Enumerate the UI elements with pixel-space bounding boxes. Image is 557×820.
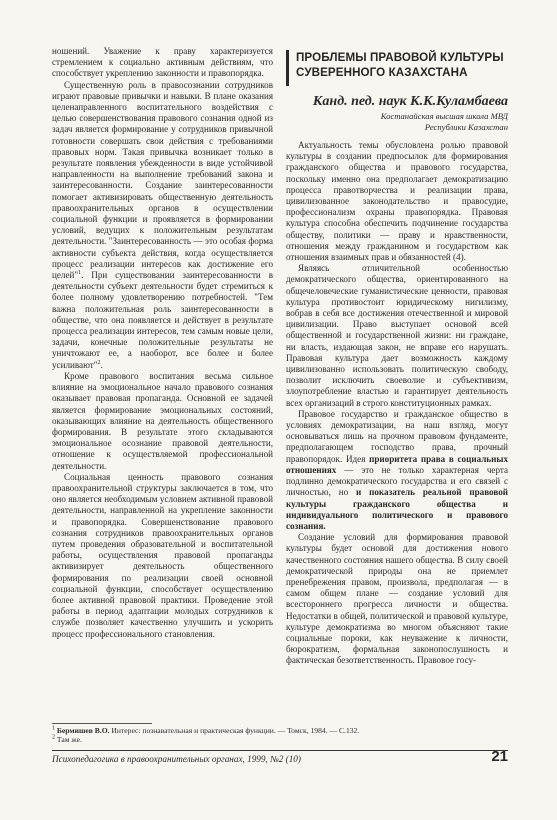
- footnotes: [52, 726, 508, 745]
- footnote-2-text: Там же.: [56, 735, 82, 745]
- journal-footer: Психопедагогика в правоохранительных органах, 1999, №2 (10): [52, 754, 301, 764]
- title-rule: [286, 50, 289, 86]
- right-paragraph-3-text: Правовое государство и гражданское общество в условиях демократизации, на наш взгляд, могут основываться лишь на прочном правовом фундаменте, предполагающем господство права, прочный правопорядок. Идея: [286, 408, 508, 464]
- left-paragraph-3: Кроме правового воспитания весьма сильное влияние на эмоциональное начало правового сознания оказывает правовая пропаганда. Основной ее задачей является формирование эмоциональных состояний, оказывающих влияние на деятельность общественного формирования. В результате этого складываются эмоциональное осознание правовой деятельности, отношение к осуществляемой профессиональной деятельности.: [52, 370, 273, 471]
- footnote-2: [52, 735, 508, 744]
- author-affiliation: [294, 111, 508, 132]
- left-column: [52, 46, 273, 722]
- article-title: ПРОБЛЕМЫ ПРАВОВОЙ КУЛЬТУРЫ СУВЕРЕННОГО КАЗАХСТАНА: [296, 51, 504, 79]
- footnote-1-author: Бермишев В.О.: [56, 726, 110, 735]
- left-paragraph-2: [52, 80, 273, 371]
- right-paragraph-1: Актуальность темы обусловлена ролью правовой культуры в создании предпосылок для формирования гражданского общества и правового государства, поскольку именно она предполагает демократизацию процесса правотворчества и реализации права, цивилизованное законодательство и правосудие, профессионализм охраны правопорядка. Правовая культура способна обеспечить подчинение государства обществу, политики — праву и нравственности, отношения между гражданином и государством как отношения взаимных прав и обязанностей (4).: [286, 140, 508, 263]
- left-paragraph-2-text-cont: . При существовании заинтересованности в деятельности субъект деятельности будет стремиться к более полному удовлетворению потребностей. "Тем важна положительная роль заинтересованности в обществе, что она появляется и действует в результате процесса реализации интересов, тем самым новые цели, задачи, конечные положительные результаты не уничтожают ее, а наоборот, все более и более усиливают": [52, 270, 273, 370]
- footnote-1-mark: 1: [52, 725, 55, 732]
- emphasis-priority-of-law: приоритета права в социальных отношениях: [286, 453, 508, 475]
- affiliation-line-1: Костанайская высшая школа МВД: [380, 111, 508, 121]
- footnote-ref-2: 2: [97, 359, 101, 366]
- left-paragraph-4: Социальная ценность правового сознания правоохранительной структуры заключается в том, что оно является необходимым условием активной правовой деятельности, направленной на укрепление законности и правопорядка. Совершенствование правового сознания сотрудников правоохранительных органов путем проведения образовательной и воспитательной работы, осуществления правовой пропаганды активизирует деятельность общественного формирования по реализации своей основной социальной функции, способствует осуществлению более активной правовой практики. Проведение этой работы в период адаптации молодых сотрудников к службе позволяет качественно улучшить и ускорить процесс профессионального становления.: [52, 471, 273, 639]
- left-paragraph-2-end: .: [100, 359, 103, 370]
- right-paragraph-3: [286, 409, 508, 532]
- article-title-block: [286, 50, 508, 80]
- footnote-2-mark: 2: [52, 734, 55, 741]
- footnote-separator: [52, 723, 152, 724]
- right-paragraph-3-mid: — это не только характерная черта подлинно демократического государства и его связей с личностью, но: [286, 464, 508, 498]
- emphasis-legal-culture: и показатель реальной правовой культуры гражданского общества и индивидуального политического и правового сознания.: [286, 487, 508, 531]
- right-paragraph-2: Являясь отличительной особенностью демократического общества, ориентированного на общечеловеческие гуманистические ценности, правовая культура противостоит юридическому нигилизму, вобрав в себя все достижения отечественной и мировой цивилизации. Право выступает основой всей общественной и государственной жизни: ни граждане, ни власть, издающая закон, не вправе его нарушать. Правовая культура дает возможность каждому цивилизованно использовать политическую свободу, позволит исключить своеволие и субъективизм, злоупотребление властью и гарантирует деятельность всех организаций в строго конституционных рамках.: [286, 263, 508, 408]
- right-column: [286, 140, 508, 722]
- right-paragraph-4: Создание условий для формирования правовой культуры будет основой для достижения нового качественного состояния нашего общества. В силу своей демократической природы она не приемлет пренебрежения правом, произвола, предполагая — в самом общем плане — создание условий для всестороннего прогресса личности и общества. Недостатки в общей, политической и правовой культуре, культуре демократизма во многом объясняют такие социальные пороки, как неуважение к личности, бюрократизм, формальная законопослушность и фактическая безответственность. Правовое госу-: [286, 532, 508, 666]
- footer-rule: [52, 750, 508, 751]
- footnote-1: [52, 726, 508, 735]
- left-paragraph-2-text: Существенную роль в правосознании сотрудников играют правовые привычки и навыки. В плане оказания целенаправленного воспитательного воздействия с целью совершенствования правового сознания одной из задач является формирование у сотрудников привычной готовности совершать свои действия с требованиями правовых норм. Такая привычка возникает только в результате появления убежденности в виде устойчивой направленности на выполнение требований закона и заинтересованности. Создание заинтересованности помогает активизировать общественную деятельность правоохранительных органов в осуществлении социальной функции и проявляется в формировании условий, ведущих к положительным результатам деятельности. "Заинтересованность — это особая форма активности субъекта действия, когда осуществляется процесс реализации интересов как достижение его целей": [52, 79, 273, 281]
- footnote-ref-1: 1: [78, 270, 82, 277]
- left-paragraph-1: ношений. Уважение к праву характеризуется стремлением к социально активным действиям, что способствует укреплению законности и правопорядка.: [52, 46, 273, 79]
- article-author: Канд. пед. наук К.К.Куламбаева: [312, 94, 508, 109]
- affiliation-line-2: Республики Казахстан: [424, 121, 508, 132]
- page-number: 21: [491, 748, 508, 765]
- footnote-1-text: Интерес: познавательная и практическая функции. — Томск, 1984. — С.132.: [109, 726, 360, 735]
